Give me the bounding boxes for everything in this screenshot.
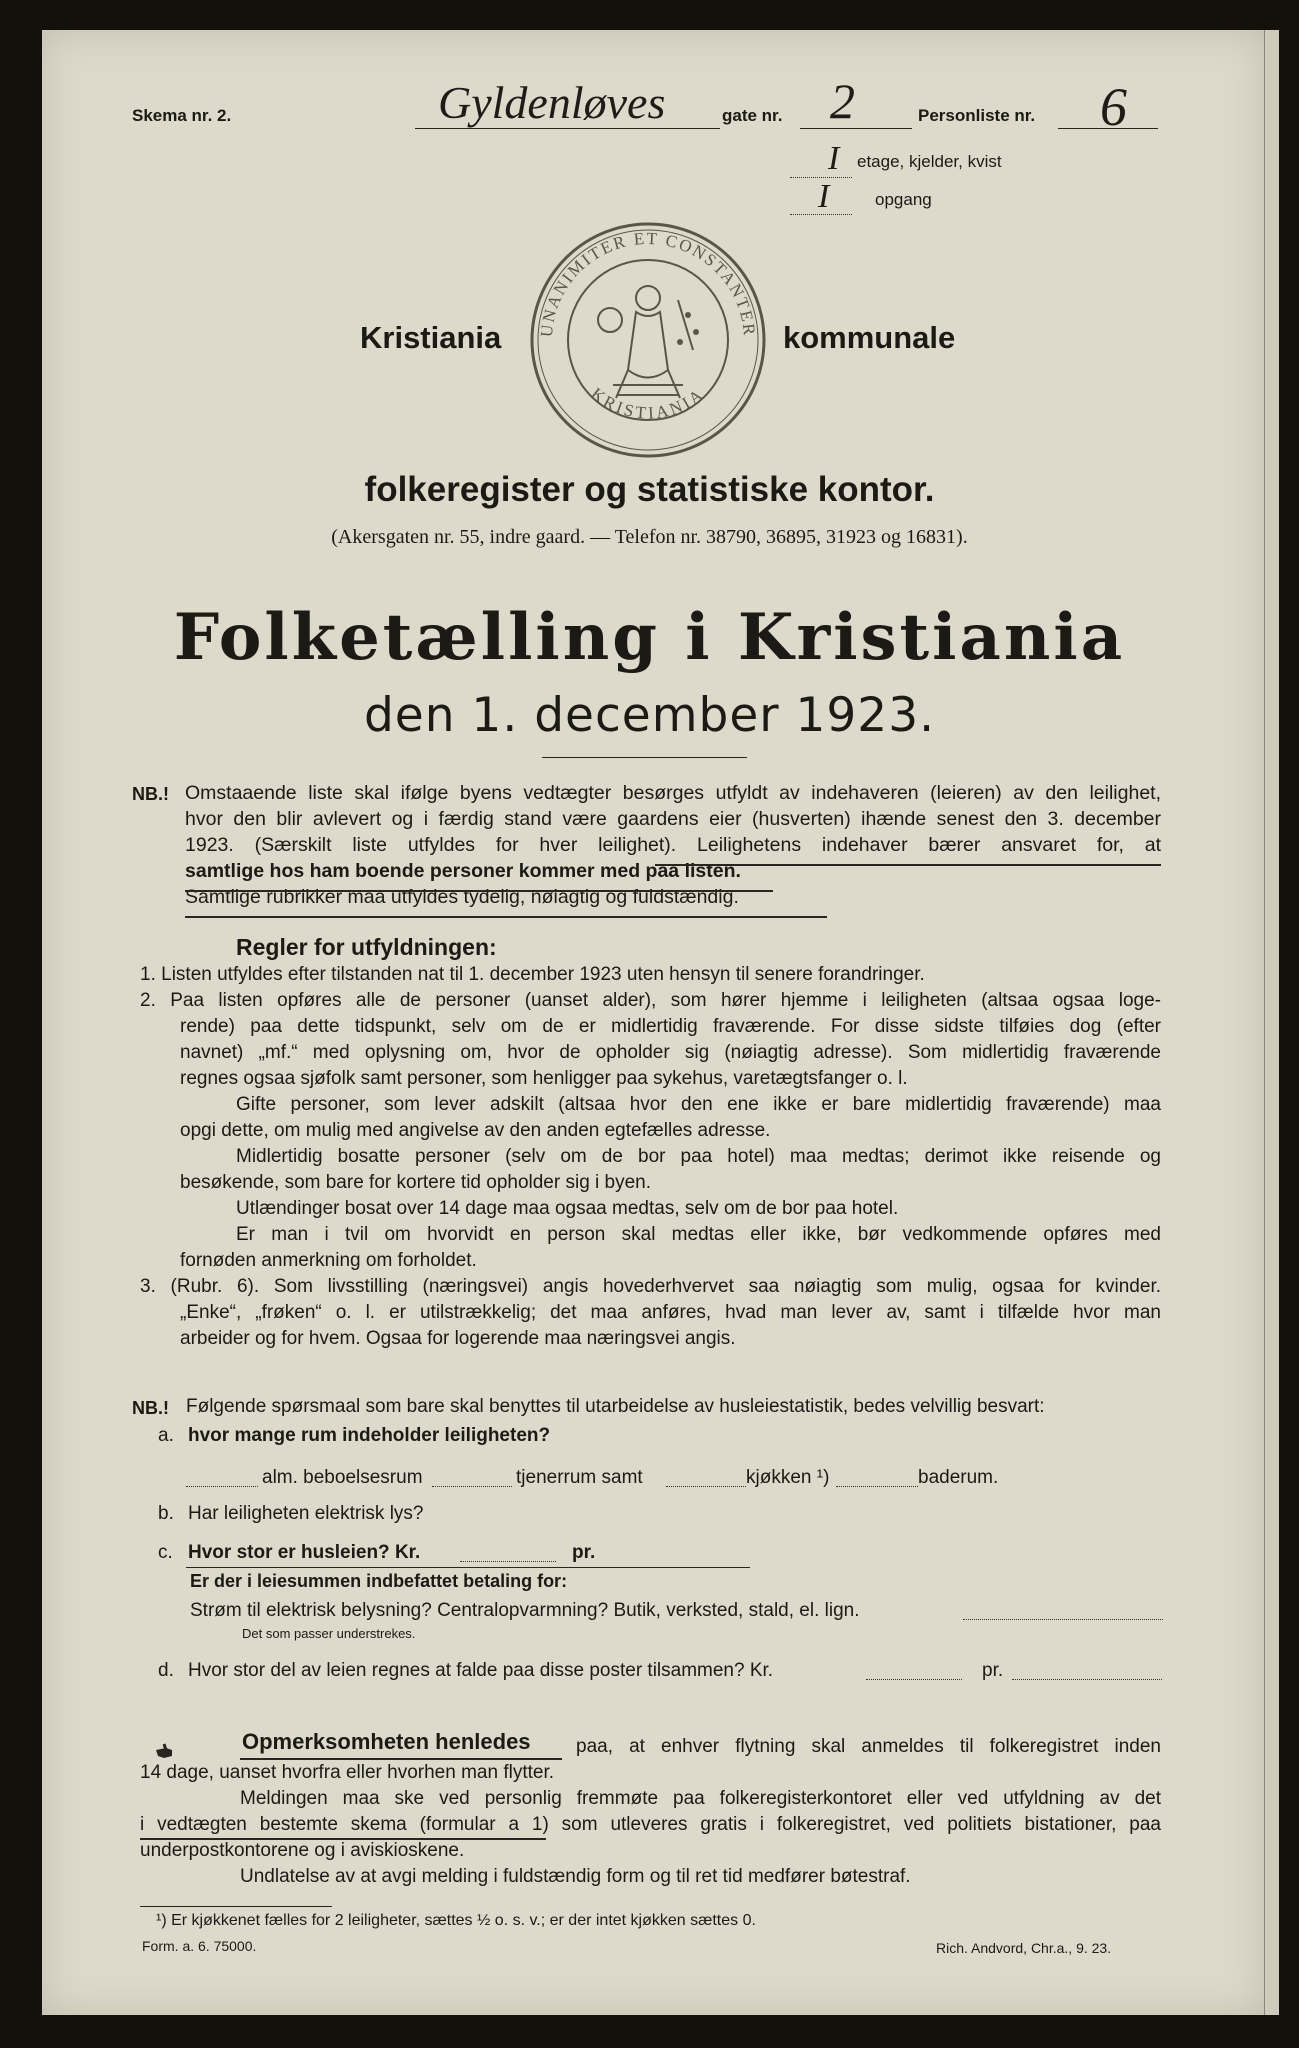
notice-line: Meldingen maa ske ved personlig fremmøte paa folkeregisterkontoret eller ved utfyldning av det: [240, 1788, 1161, 1809]
q-a-marker: a.: [158, 1425, 174, 1446]
husleie-pr-label: pr.: [572, 1542, 596, 1563]
personliste-label: Personliste nr.: [918, 106, 1036, 125]
rule-item: Midlertidig bosatte personer (selv om de bor paa hotel) maa medtas; derimot ikke reisende og: [236, 1146, 1161, 1167]
personliste-handwritten: 6: [1100, 77, 1127, 137]
nb1-underline: [185, 890, 773, 892]
footnote: ¹) Er kjøkkenet fælles for 2 leiligheter, sættes ½ o. s. v.; er der intet kjøkken sættes 0.: [156, 1912, 756, 1929]
leiesum-items: Strøm til elektrisk belysning? Centralopvarmning? Butik, verksted, stald, el. lign.: [190, 1600, 860, 1621]
title-divider: [542, 757, 747, 758]
rule-item: „Enke“, „frøken“ o. l. er utilstrækkelig; det maa anføres, hvad man lever av, samt i tilfælde hvor man: [180, 1302, 1161, 1323]
svg-text:KRISTIANIA: KRISTIANIA: [587, 383, 709, 423]
rule-item: opgi dette, om mulig med angivelse av den anden egtefælles adresse.: [180, 1120, 771, 1141]
rule-item: Gifte personer, som lever adskilt (altsaa hvor den ene ikke er bare midlertidig fraværende) maa: [236, 1094, 1161, 1115]
org-right: kommunale: [783, 320, 956, 355]
printer-imprint: Rich. Andvord, Chr.a., 9. 23.: [936, 1940, 1112, 1956]
opgang-label: opgang: [875, 190, 932, 209]
notice-heading: Opmerksomheten henledes: [242, 1729, 531, 1754]
notice-line: i vedtægten bestemte skema (formular a 1) som utleveres gratis i folkeregistret, ved politiets bistationer, paa: [140, 1814, 1161, 1835]
tjenerrum-field[interactable]: [432, 1486, 512, 1487]
form-number: Form. a. 6. 75000.: [142, 1938, 257, 1954]
rule-item: navnet) „mf.“ med oplysning om, hvor de opholder sig (nøiagtig adresse). Som midlertidig fraværende: [180, 1042, 1161, 1063]
svg-text:UNANIMITER ET CONSTANTER: UNANIMITER ET CONSTANTER: [536, 228, 760, 338]
poster-pr-field[interactable]: [1012, 1679, 1162, 1680]
kristiania-seal: [528, 220, 768, 460]
gate-label: gate nr.: [722, 106, 783, 125]
tjenerrum-label: tjenerrum samt: [516, 1467, 643, 1488]
skema-label: Skema nr. 2.: [132, 106, 232, 125]
alm-rum-label: alm. beboelsesrum: [262, 1467, 423, 1488]
opgang-line: [790, 214, 852, 215]
notice-line: paa, at enhver flytning skal anmeldes til folkeregistret inden: [576, 1736, 1161, 1757]
q-a-label: hvor mange rum indeholder leiligheten?: [188, 1425, 551, 1446]
rule-item: rende) paa dette tidspunkt, selv om de er midlertidig fraværende. For disse sidste tilføies dog (efter: [180, 1016, 1161, 1037]
nb1-line: Omstaaende liste skal ifølge byens vedtægter besørges utfyldt av indehaveren (leieren) av den leilighet,: [185, 782, 1161, 804]
sheet-edge: [1264, 30, 1279, 2015]
nb2-label: NB.!: [132, 1398, 169, 1418]
baderum-field[interactable]: [836, 1486, 918, 1487]
baderum-label: baderum.: [918, 1467, 999, 1488]
q-b-label: Har leiligheten elektrisk lys?: [188, 1503, 424, 1524]
office-name: folkeregister og statistiske kontor.: [364, 470, 935, 509]
husleie-kr-field[interactable]: [460, 1561, 556, 1562]
nb1-line: Samtlige rubrikker maa utfyldes tydelig, nøiagtig og fuldstændig.: [185, 886, 739, 908]
etage-handwritten: I: [828, 140, 840, 177]
q-c-marker: c.: [158, 1542, 173, 1563]
office-address: (Akersgaten nr. 55, indre gaard. — Telefon nr. 38790, 36895, 31923 og 16831).: [331, 526, 968, 548]
etage-label: etage, kjelder, kvist: [857, 152, 1002, 171]
rule-item: 3. (Rubr. 6). Som livsstilling (næringsvei) angis hovederhvervet saa nøiagtig som mulig, ogsaa for kvinder.: [140, 1276, 1161, 1297]
footnote-rule: [140, 1906, 332, 1907]
q-d-label: Hvor stor del av leien regnes at falde paa disse poster tilsammen? Kr.: [188, 1660, 774, 1681]
leiesum-other-field[interactable]: [963, 1619, 1163, 1620]
notice-line: Undlatelse av at avgi melding i fuldstændig form og til ret tid medfører bøtestraf.: [240, 1866, 911, 1887]
nb1-line: hvor den blir avlevert og i færdig stand være gaardens eier (husverten) ihænde senest den 3. december: [185, 808, 1161, 830]
husleie-underline: [186, 1567, 750, 1568]
rule-item: Utlændinger bosat over 14 dage maa ogsaa medtas, selv om de bor paa hotel.: [236, 1198, 899, 1219]
nb1-line: 1923. (Særskilt liste utfyldes for hver leilighet). Leilighetens indehaver bærer ansvaret for, at: [185, 834, 1161, 856]
rule-item: regnes ogsaa sjøfolk samt personer, som henligger paa sykehus, varetægtsfanger o. l.: [180, 1068, 908, 1089]
rules-list: [140, 962, 1161, 1352]
alm-rum-field[interactable]: [186, 1486, 258, 1487]
rule-item: arbeider og for hvem. Ogsaa for logerende maa næringsvei angis.: [180, 1328, 736, 1349]
poster-pr-label: pr.: [982, 1660, 1004, 1681]
rule-item: fornøden anmerkning om forholdet.: [180, 1250, 477, 1271]
nb1-label: NB.!: [132, 784, 169, 804]
nb2-intro: Følgende spørsmaal som bare skal benyttes til utarbeidelse av husleiestatistik, bedes velvillig besvart:: [186, 1396, 1045, 1417]
page-subtitle: den 1. december 1923.: [363, 688, 936, 743]
org-left: Kristiania: [360, 320, 502, 355]
notice-line: 14 dage, uanset hvorfra eller hvorhen man flytter.: [140, 1762, 555, 1783]
leiesum-heading: Er der i leiesummen indbefattet betaling for:: [190, 1571, 568, 1591]
gate-nr-handwritten: 2: [830, 73, 855, 129]
nb1-underline: [185, 916, 827, 918]
q-b-marker: b.: [158, 1503, 174, 1524]
understrek-note: Det som passer understrekes.: [242, 1626, 416, 1641]
rules-heading: Regler for utfyldningen:: [236, 934, 497, 960]
nb1-underline: [655, 864, 1161, 866]
page-title: Folketælling i Kristiania: [173, 600, 1126, 675]
street-handwritten: Gyldenløves: [438, 77, 666, 128]
notice-line: underpostkontorene og i aviskioskene.: [140, 1840, 465, 1861]
rule-item: 2. Paa listen opføres alle de personer (uanset alder), som hører hjemme i leiligheten (altsaa ogsaa loge-: [140, 990, 1161, 1011]
kjokken-field[interactable]: [666, 1486, 746, 1487]
gate-nr-line: [800, 128, 912, 129]
poster-kr-field[interactable]: [866, 1679, 962, 1680]
q-d-marker: d.: [158, 1660, 174, 1681]
nb1-line-bold: samtlige hos ham boende personer kommer med paa listen.: [185, 860, 741, 882]
kjokken-label: kjøkken ¹): [746, 1467, 830, 1488]
q-c-label: Hvor stor er husleien? Kr.: [188, 1542, 421, 1563]
rule-item: 1. Listen utfyldes efter tilstanden nat til 1. december 1923 uten hensyn til senere forandringer.: [140, 964, 925, 985]
notice-paragraph: [140, 1734, 1161, 1890]
rule-item: Er man i tvil om hvorvidt en person skal medtas eller ikke, bør vedkommende opføres med: [236, 1224, 1161, 1245]
notice-underline: [140, 1838, 546, 1840]
rule-item: besøkende, som bare for kortere tid opholder sig i byen.: [180, 1172, 652, 1193]
opgang-handwritten: I: [818, 178, 830, 215]
